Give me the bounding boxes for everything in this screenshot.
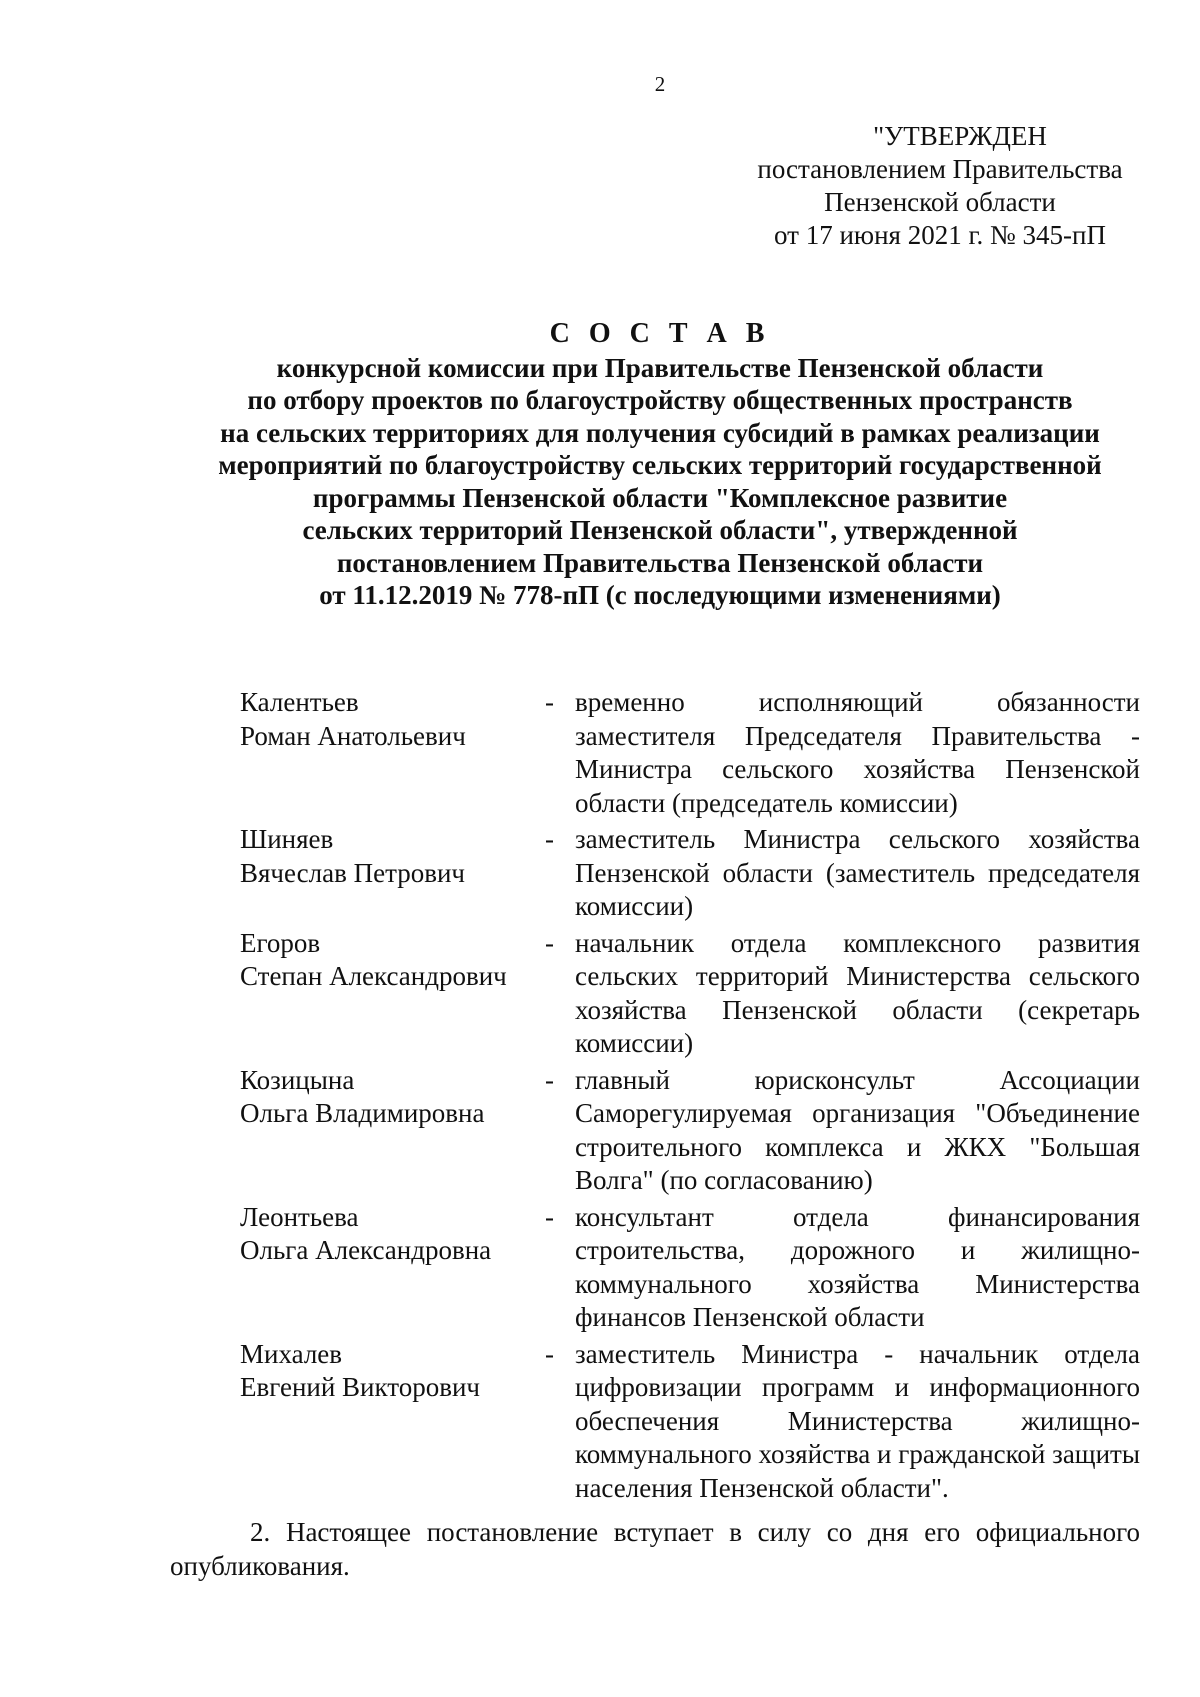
member-surname: Леонтьева: [240, 1201, 359, 1232]
member-surname: Козицына: [240, 1064, 355, 1095]
member-entry: [240, 686, 1140, 820]
member-role: начальник отдела комплексного развития сельских территорий Министерства сельского хозяйства Пензенской области (секретарь комиссии): [575, 927, 1140, 1058]
member-name: [240, 1201, 545, 1335]
approval-block: [740, 120, 1140, 252]
member-dash: -: [545, 1338, 554, 1369]
member-given-name: Роман Анатольевич: [240, 720, 466, 751]
member-name: [240, 823, 545, 924]
member-role: заместитель Министра - начальник отдела цифровизации программ и информационного обеспечения Министерства жилищно-коммунального хозяйства и гражданской защиты населения Пензенской области".: [575, 1338, 1140, 1503]
member-given-name: Вячеслав Петрович: [240, 857, 465, 888]
title-line: от 11.12.2019 № 778-пП (с последующими изменениями): [319, 580, 1001, 610]
title-line: сельских территорий Пензенской области", утвержденной: [302, 515, 1018, 545]
member-name: [240, 1338, 545, 1506]
page-number: 2: [654, 72, 666, 96]
title-line: программы Пензенской области "Комплексное развитие: [312, 482, 1008, 513]
member-surname: Егоров: [240, 927, 321, 958]
member-role: главный юрисконсульт Ассоциации Саморегулируемая организация "Объединение строительного комплекса и ЖКХ "Большая Волга" (по согласованию): [575, 1064, 1140, 1195]
member-dash: -: [545, 687, 554, 717]
member-entry: [240, 927, 1140, 1061]
member-name: [240, 1064, 545, 1198]
member-role: заместитель Министра сельского хозяйства Пензенской области (заместитель председателя комиссии): [575, 824, 1140, 921]
member-given-name: Степан Александрович: [240, 961, 507, 991]
title-line: постановлением Правительства Пензенской области: [336, 547, 984, 578]
member-name: [240, 927, 545, 1061]
member-surname: Михалев: [240, 1338, 343, 1369]
member-entry: [240, 1338, 1140, 1506]
member-dash: -: [545, 1064, 554, 1095]
member-name: [240, 686, 545, 820]
approval-line-2: Пензенской области: [824, 187, 1056, 217]
member-entry: [240, 1201, 1140, 1335]
member-surname: Калентьев: [240, 687, 359, 717]
title-line: мероприятий по благоустройству сельских территорий государственной: [218, 450, 1102, 480]
commission-members-list: [240, 686, 1140, 1508]
title-heading: С О С Т А В: [549, 318, 771, 349]
member-given-name: Ольга Владимировна: [240, 1098, 485, 1128]
member-role: временно исполняющий обязанности заместителя Председателя Правительства - Министра сельского хозяйства Пензенской области (председатель комиссии): [575, 687, 1140, 818]
closing-paragraph: 2. Настоящее постановление вступает в силу со дня его официального опубликования.: [170, 1517, 1140, 1581]
title-line: конкурсной комиссии при Правительстве Пензенской области: [276, 352, 1044, 383]
member-entry: [240, 823, 1140, 924]
member-dash: -: [545, 927, 554, 958]
document-title: [160, 318, 1160, 612]
member-role: консультант отдела финансирования строительства, дорожного и жилищно-коммунального хозяйства Министерства финансов Пензенской области: [575, 1201, 1140, 1332]
member-given-name: Евгений Викторович: [240, 1372, 480, 1402]
approval-stamp: "УТВЕРЖДЕН: [873, 121, 1047, 151]
member-dash: -: [545, 824, 554, 854]
title-line: на сельских территориях для получения субсидий в рамках реализации: [220, 417, 1100, 448]
member-given-name: Ольга Александровна: [240, 1235, 492, 1265]
approval-line-3: от 17 июня 2021 г. № 345-пП: [774, 220, 1106, 250]
member-surname: Шиняев: [240, 824, 334, 854]
approval-line-1: постановлением Правительства: [757, 154, 1123, 184]
member-entry: [240, 1064, 1140, 1198]
title-line: по отбору проектов по благоустройству общественных пространств: [247, 385, 1073, 415]
member-dash: -: [545, 1201, 554, 1232]
